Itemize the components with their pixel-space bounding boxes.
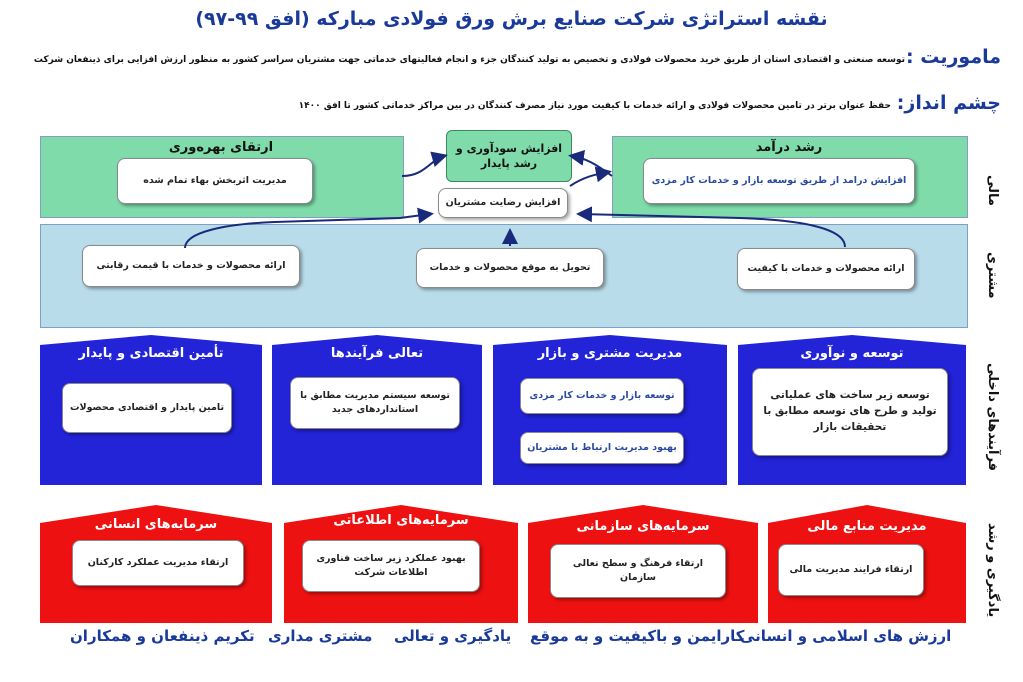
value-4: مشتری مداری — [268, 627, 373, 645]
ontime-delivery-card: تحویل به موقع محصولات و خدمات — [416, 248, 604, 288]
info-title: سرمایه‌های اطلاعاتی — [333, 513, 469, 528]
productivity-title: ارتقای بهره‌وری — [168, 140, 274, 155]
value-3: یادگیری و تعالی — [394, 627, 512, 645]
arrow-productivity-to-profit — [402, 156, 444, 176]
market-card-1: توسعه بازار و خدمات کار مزدی — [520, 378, 684, 414]
revenue-card: افزایش درامد از طریق توسعه بازار و خدمات کار مزدی — [643, 158, 915, 204]
perspective-financial: مالی — [985, 174, 1000, 206]
market-card-2: بهبود مدیریت ارتباط با مشتریان — [520, 432, 684, 464]
info-card: بهبود عملکرد زیر ساخت فناوری اطلاعات شرکت — [302, 540, 480, 592]
org-title: سرمایه‌های سازمانی — [576, 519, 710, 534]
revenue-title: رشد درآمد — [755, 140, 823, 155]
human-card: ارتقاء مدیریت عملکرد کارکنان — [72, 540, 244, 586]
page-title: نقشه استراتژی شرکت صنایع برش ورق فولادی مبارکه (افق ۹۹-۹۷) — [195, 8, 828, 30]
arrow-competitive-to-satisfaction — [185, 214, 430, 248]
process-title: تعالی فرآیندها — [330, 346, 424, 361]
profit-card: افزایش سودآوری و رشد پایدار — [446, 130, 572, 182]
vision-text: حفظ عنوان برتر در تامین محصولات فولادی و ارائه خدمات با کیفیت مورد نیاز مصرف کنندگان در بین مراکز خدماتی کشور تا افق ۱۴۰۰ — [298, 101, 891, 111]
human-title: سرمایه‌های انسانی — [94, 517, 218, 532]
productivity-card: مدیریت اثربخش بهاء تمام شده — [117, 158, 313, 204]
mission-text: توسعه صنعتی و اقتصادی استان از طریق خرید محصولات فولادی و تخصیص به تولید کنندگان جزء و انجام فعالیتهای خدماتی جهت مشتریان سراسر کشور به منظور ارزش افزایی برای ذینفعان شرکت — [33, 55, 905, 65]
org-card: ارتقاء فرهنگ و سطح تعالی سازمان — [550, 544, 726, 598]
finance-card: ارتقاء فرایند مدیریت مالی — [778, 544, 924, 596]
perspective-customer: مشتری — [985, 251, 1000, 299]
value-5: تکریم ذینفعان و همکاران — [70, 627, 255, 645]
innovation-title: توسعه و نوآوری — [800, 346, 904, 361]
value-2: کارایمن و باکیفیت و به موقع — [530, 627, 745, 645]
mission-label: ماموریت : — [906, 46, 1001, 68]
finance-title: مدیریت منابع مالی — [807, 519, 927, 534]
economic-title: تأمین اقتصادی و پایدار — [78, 346, 224, 361]
economic-card: تامین پایدار و اقتصادی محصولات — [62, 383, 232, 433]
arrow-quality-to-satisfaction — [580, 214, 845, 247]
process-card: توسعه سیستم مدیریت مطابق با استانداردهای جدید — [290, 377, 460, 429]
competitive-price-card: ارائه محصولات و خدمات با قیمت رقابتی — [82, 245, 300, 287]
vision-label: چشم انداز: — [896, 92, 1001, 114]
quality-card: ارائه محصولات و خدمات با کیفیت — [737, 248, 915, 290]
value-1: ارزش های اسلامی و انسانی — [740, 627, 952, 645]
arrow-satisfaction-to-revenue — [570, 172, 608, 186]
perspective-learning: یادگیری و رشد — [985, 522, 1000, 618]
satisfaction-card: افزایش رضایت مشتریان — [438, 188, 568, 218]
perspective-internal: فرآیندهای داخلی — [985, 363, 1000, 472]
innovation-card: توسعه زیر ساخت های عملیاتی تولید و طرح های توسعه مطابق با تحقیقات بازار — [752, 368, 948, 456]
market-title: مدیریت مشتری و بازار — [537, 346, 683, 361]
